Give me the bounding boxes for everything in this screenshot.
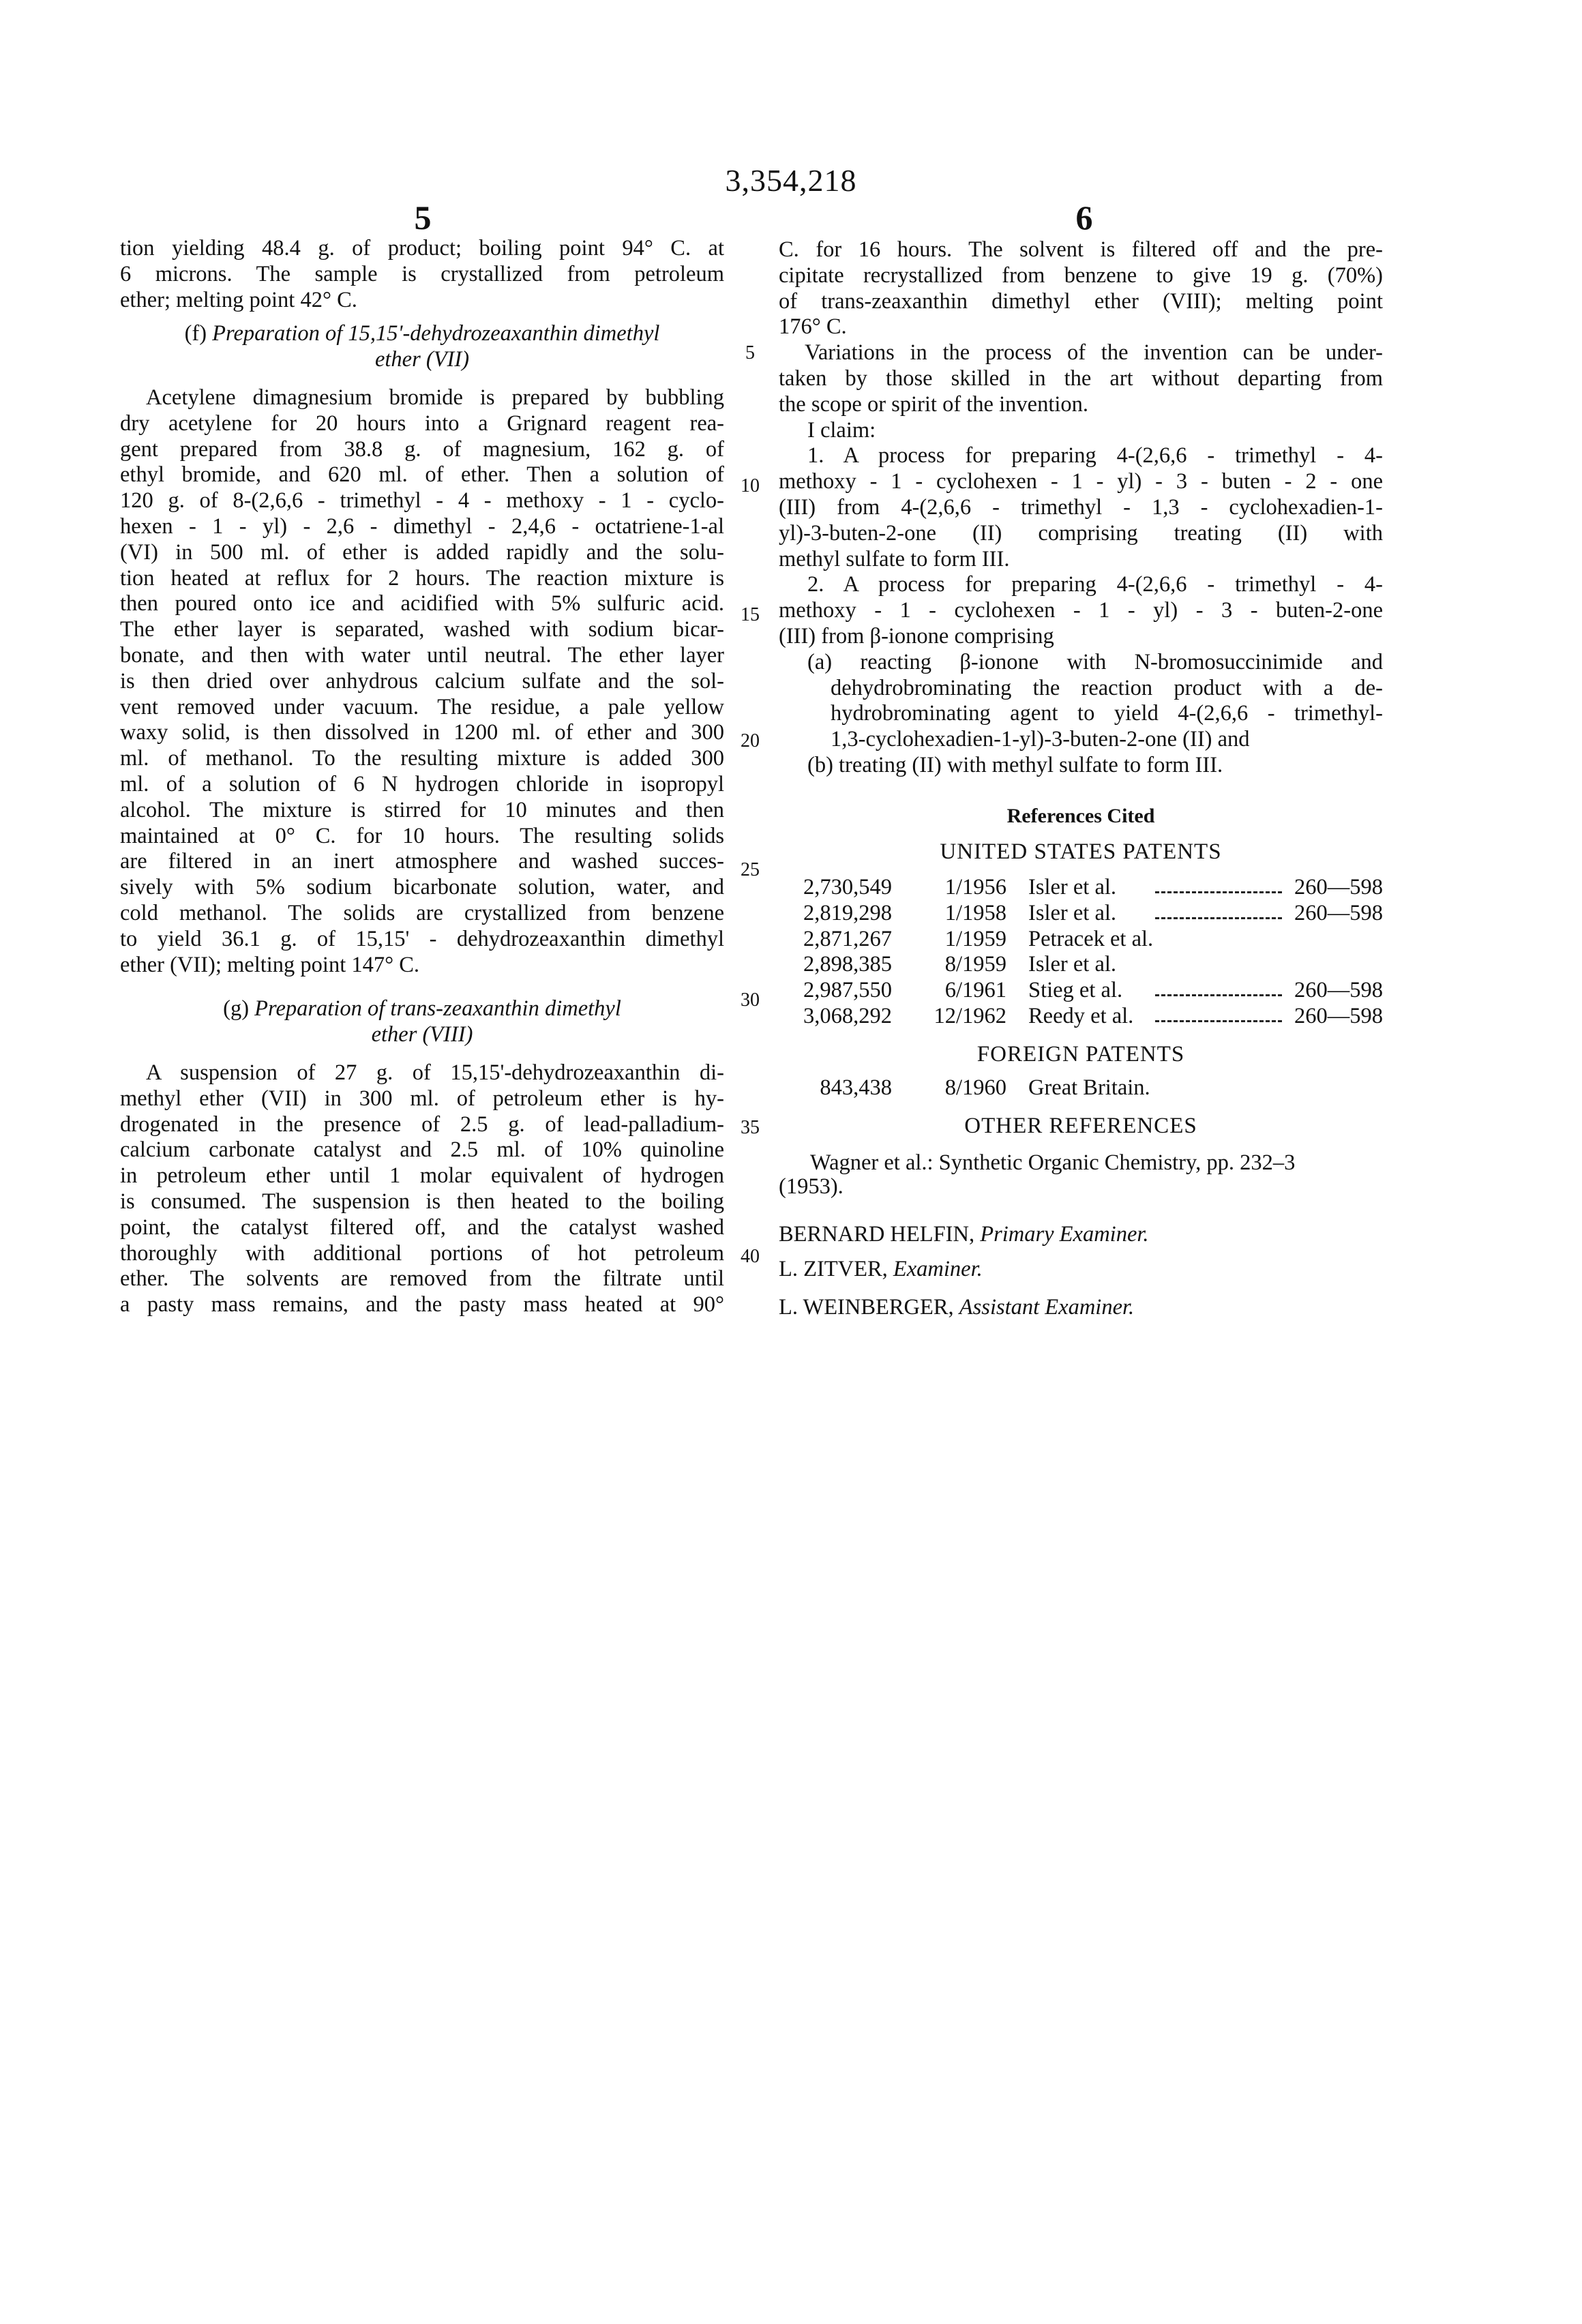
heading-line bbox=[120, 347, 724, 373]
patent-row bbox=[779, 1004, 1383, 1030]
patent-number: 2,871,267 bbox=[803, 927, 892, 953]
line-number: 40 bbox=[738, 1246, 762, 1268]
text-line: calcium carbonate catalyst and 2.5 ml. of 10% quinoline bbox=[120, 1137, 724, 1163]
patent-date: 1/1959 bbox=[945, 927, 1006, 953]
text-line: is consumed. The suspension is then heated to the boiling bbox=[120, 1189, 724, 1215]
text-line: bonate, and then with water until neutral. The ether layer bbox=[120, 643, 724, 669]
assistant-examiner bbox=[779, 1295, 1134, 1321]
paragraph-preparation-viii bbox=[120, 1060, 724, 1318]
text-line: dehydrobrominating the reaction product with a de- bbox=[779, 676, 1383, 702]
patent-class: 260—598 bbox=[1294, 1004, 1383, 1030]
examiner bbox=[779, 1257, 983, 1283]
text-line: point, the catalyst filtered off, and the catalyst washed bbox=[120, 1215, 724, 1241]
text-line: cold methanol. The solids are crystallized from benzene bbox=[120, 901, 724, 927]
text-line: methyl ether (VII) in 300 ml. of petroleum ether is hy- bbox=[120, 1086, 724, 1112]
examiner-role: Primary Examiner. bbox=[980, 1222, 1148, 1247]
us-patents-title: UNITED STATES PATENTS bbox=[779, 839, 1383, 865]
text-line: (III) from 4-(2,6,6 - trimethyl - 1,3 - cyclohexadien-1- bbox=[779, 495, 1383, 521]
patent-date: 12/1962 bbox=[934, 1004, 1006, 1030]
text-line: in petroleum ether until 1 molar equivalent of hydrogen bbox=[120, 1163, 724, 1189]
patent-name: Isler et al. bbox=[1028, 901, 1116, 927]
patent-number: 2,987,550 bbox=[803, 978, 892, 1004]
line-number: 20 bbox=[738, 730, 762, 752]
text-line: C. for 16 hours. The solvent is filtered off and the pre- bbox=[779, 237, 1383, 263]
patent-number: 843,438 bbox=[820, 1075, 892, 1101]
text-line: 120 g. of 8-(2,6,6 - trimethyl - 4 - methoxy - 1 - cyclo- bbox=[120, 488, 724, 514]
paragraph-continuation bbox=[779, 237, 1383, 340]
text-line: 1. A process for preparing 4-(2,6,6 - trimethyl - 4- bbox=[779, 443, 1383, 469]
patent-number: 2,819,298 bbox=[803, 901, 892, 927]
heading-text: Preparation of trans-zeaxanthin dimethyl bbox=[254, 996, 621, 1021]
claim-1 bbox=[779, 443, 1383, 572]
text-line: gent prepared from 38.8 g. of magnesium, 162 g. of bbox=[120, 437, 724, 463]
claim-intro bbox=[779, 418, 1383, 444]
examiner-role: Examiner. bbox=[893, 1257, 983, 1281]
examiner-name: BERNARD HELFIN, bbox=[779, 1222, 974, 1247]
section-heading-g bbox=[120, 996, 724, 1048]
text-line: tion yielding 48.4 g. of product; boiling point 94° C. at bbox=[120, 236, 724, 262]
text-line: I claim: bbox=[779, 418, 1383, 444]
patent-class: 260—598 bbox=[1294, 875, 1383, 901]
text-line: then poured onto ice and acidified with 5% sulfuric acid. bbox=[120, 591, 724, 617]
text-line: methoxy - 1 - cyclohexen - 1 - yl) - 3 - buten-2-one bbox=[779, 598, 1383, 624]
patent-class: 260—598 bbox=[1294, 901, 1383, 927]
patent-number: 3,068,292 bbox=[803, 1004, 892, 1030]
text-line: maintained at 0° C. for 10 hours. The resulting solids bbox=[120, 824, 724, 850]
text-line: ml. of a solution of 6 N hydrogen chloride in isopropyl bbox=[120, 772, 724, 798]
text-line: Variations in the process of the invention can be under- bbox=[779, 340, 1383, 366]
paragraph-product-yield bbox=[120, 236, 724, 313]
patent-row bbox=[779, 875, 1383, 901]
line-number: 15 bbox=[738, 604, 762, 626]
text-line: dry acetylene for 20 hours into a Grignard reagent rea- bbox=[120, 411, 724, 437]
patent-name: Isler et al. bbox=[1028, 875, 1116, 901]
dot-leader bbox=[1155, 917, 1282, 919]
patent-number: 2,898,385 bbox=[803, 952, 892, 978]
heading-prefix: (f) bbox=[185, 321, 213, 346]
text-line: alcohol. The mixture is stirred for 10 minutes and then bbox=[120, 798, 724, 824]
text-line: taken by those skilled in the art without departing from bbox=[779, 366, 1383, 392]
text-line: ether (VII); melting point 147° C. bbox=[120, 953, 724, 979]
column-number-right: 6 bbox=[1050, 198, 1118, 237]
claim-2-step-b bbox=[779, 753, 1383, 779]
other-reference-line: (1953). bbox=[779, 1174, 844, 1200]
patent-row bbox=[779, 1075, 1383, 1101]
patent-date: 1/1958 bbox=[945, 901, 1006, 927]
text-line: sively with 5% sodium bicarbonate solution, water, and bbox=[120, 875, 724, 901]
text-line: hexen - 1 - yl) - 2,6 - dimethyl - 2,4,6 - octatriene-1-al bbox=[120, 514, 724, 540]
text-line: waxy solid, is then dissolved in 1200 ml. of ether and 300 bbox=[120, 720, 724, 746]
dot-leader bbox=[1155, 891, 1282, 893]
text-line: a pasty mass remains, and the pasty mass heated at 90° bbox=[120, 1292, 724, 1318]
text-line: of trans-zeaxanthin dimethyl ether (VIII); melting point bbox=[779, 289, 1383, 315]
text-line: ether; melting point 42° C. bbox=[120, 288, 724, 314]
text-line: methoxy - 1 - cyclohexen - 1 - yl) - 3 - buten - 2 - one bbox=[779, 469, 1383, 495]
line-number: 5 bbox=[738, 342, 762, 364]
patent-date: 6/1961 bbox=[945, 978, 1006, 1004]
patent-number: 2,730,549 bbox=[803, 875, 892, 901]
text-line: tion heated at reflux for 2 hours. The reaction mixture is bbox=[120, 566, 724, 592]
text-line: are filtered in an inert atmosphere and washed succes- bbox=[120, 849, 724, 875]
text-line: 2. A process for preparing 4-(2,6,6 - trimethyl - 4- bbox=[779, 572, 1383, 598]
claim-2 bbox=[779, 572, 1383, 649]
patent-row bbox=[779, 978, 1383, 1004]
heading-line bbox=[120, 996, 724, 1022]
examiner-name: L. ZITVER, bbox=[779, 1257, 888, 1281]
heading-text: Preparation of 15,15'-dehydrozeaxanthin dimethyl bbox=[212, 321, 659, 346]
line-number: 35 bbox=[738, 1117, 762, 1139]
heading-prefix: (g) bbox=[223, 996, 254, 1021]
patent-row bbox=[779, 927, 1383, 953]
patent-date: 8/1959 bbox=[945, 952, 1006, 978]
right-text-block bbox=[779, 237, 1383, 779]
paragraph-variations bbox=[779, 340, 1383, 417]
text-line: cipitate recrystallized from benzene to give 19 g. (70%) bbox=[779, 263, 1383, 289]
text-line: 1,3-cyclohexadien-1-yl)-3-buten-2-one (II) and bbox=[779, 727, 1383, 753]
text-line: A suspension of 27 g. of 15,15'-dehydrozeaxanthin di- bbox=[120, 1060, 724, 1086]
patent-number: 3,354,218 bbox=[0, 162, 1582, 198]
patent-name: Petracek et al. bbox=[1028, 927, 1153, 953]
text-line: methyl sulfate to form III. bbox=[779, 547, 1383, 573]
text-line: ethyl bromide, and 620 ml. of ether. Then a solution of bbox=[120, 462, 724, 488]
patent-row bbox=[779, 901, 1383, 927]
text-line: (a) reacting β-ionone with N-bromosuccinimide and bbox=[779, 650, 1383, 676]
line-number: 10 bbox=[738, 475, 762, 497]
text-line: drogenated in the presence of 2.5 g. of lead-palladium- bbox=[120, 1112, 724, 1138]
patent-name: Reedy et al. bbox=[1028, 1004, 1133, 1030]
section-heading-f bbox=[120, 321, 724, 373]
patent-class: 260—598 bbox=[1294, 978, 1383, 1004]
primary-examiner bbox=[779, 1222, 1149, 1248]
text-line: thoroughly with additional portions of hot petroleum bbox=[120, 1241, 724, 1267]
text-line: (b) treating (II) with methyl sulfate to form III. bbox=[779, 753, 1383, 779]
text-line: hydrobrominating agent to yield 4-(2,6,6 - trimethyl- bbox=[779, 701, 1383, 727]
examiner-name: L. WEINBERGER, bbox=[779, 1295, 954, 1320]
text-line: (III) from β-ionone comprising bbox=[779, 624, 1383, 650]
patent-date: 8/1960 bbox=[945, 1075, 1006, 1101]
text-line: vent removed under vacuum. The residue, a pale yellow bbox=[120, 695, 724, 721]
line-number: 30 bbox=[738, 989, 762, 1011]
text-line: The ether layer is separated, washed with sodium bicar- bbox=[120, 617, 724, 643]
text-line: to yield 36.1 g. of 15,15' - dehydrozeaxanthin dimethyl bbox=[120, 927, 724, 953]
column-number-left: 5 bbox=[389, 198, 457, 237]
patent-name: Great Britain. bbox=[1028, 1075, 1150, 1101]
text-line: ml. of methanol. To the resulting mixture is added 300 bbox=[120, 746, 724, 772]
text-line: yl)-3-buten-2-one (II) comprising treating (II) with bbox=[779, 521, 1383, 547]
text-line: is then dried over anhydrous calcium sulfate and the sol- bbox=[120, 669, 724, 695]
text-line: the scope or spirit of the invention. bbox=[779, 392, 1383, 418]
dot-leader bbox=[1155, 1020, 1282, 1022]
claim-2-step-a bbox=[779, 650, 1383, 753]
line-number: 25 bbox=[738, 859, 762, 881]
dot-leader bbox=[1155, 994, 1282, 996]
patent-date: 1/1956 bbox=[945, 875, 1006, 901]
heading-text: ether (VIII) bbox=[372, 1022, 473, 1047]
other-references-title: OTHER REFERENCES bbox=[779, 1114, 1383, 1139]
examiner-role: Assistant Examiner. bbox=[959, 1295, 1134, 1320]
heading-line bbox=[120, 1022, 724, 1048]
text-line: ether. The solvents are removed from the filtrate until bbox=[120, 1266, 724, 1292]
text-line: 6 microns. The sample is crystallized from petroleum bbox=[120, 262, 724, 288]
text-line: Acetylene dimagnesium bromide is prepared by bubbling bbox=[120, 385, 724, 411]
text-line: 176° C. bbox=[779, 314, 1383, 340]
heading-line bbox=[120, 321, 724, 347]
foreign-patents-title: FOREIGN PATENTS bbox=[779, 1042, 1383, 1067]
patent-name: Isler et al. bbox=[1028, 952, 1116, 978]
patent-name: Stieg et al. bbox=[1028, 978, 1122, 1004]
heading-text: ether (VII) bbox=[375, 347, 469, 372]
text-line: (VI) in 500 ml. of ether is added rapidly and the solu- bbox=[120, 540, 724, 566]
references-cited-title: References Cited bbox=[779, 805, 1383, 828]
paragraph-preparation-vii bbox=[120, 385, 724, 978]
other-reference-line: Wagner et al.: Synthetic Organic Chemistry, pp. 232–3 bbox=[810, 1150, 1295, 1176]
patent-row bbox=[779, 952, 1383, 978]
